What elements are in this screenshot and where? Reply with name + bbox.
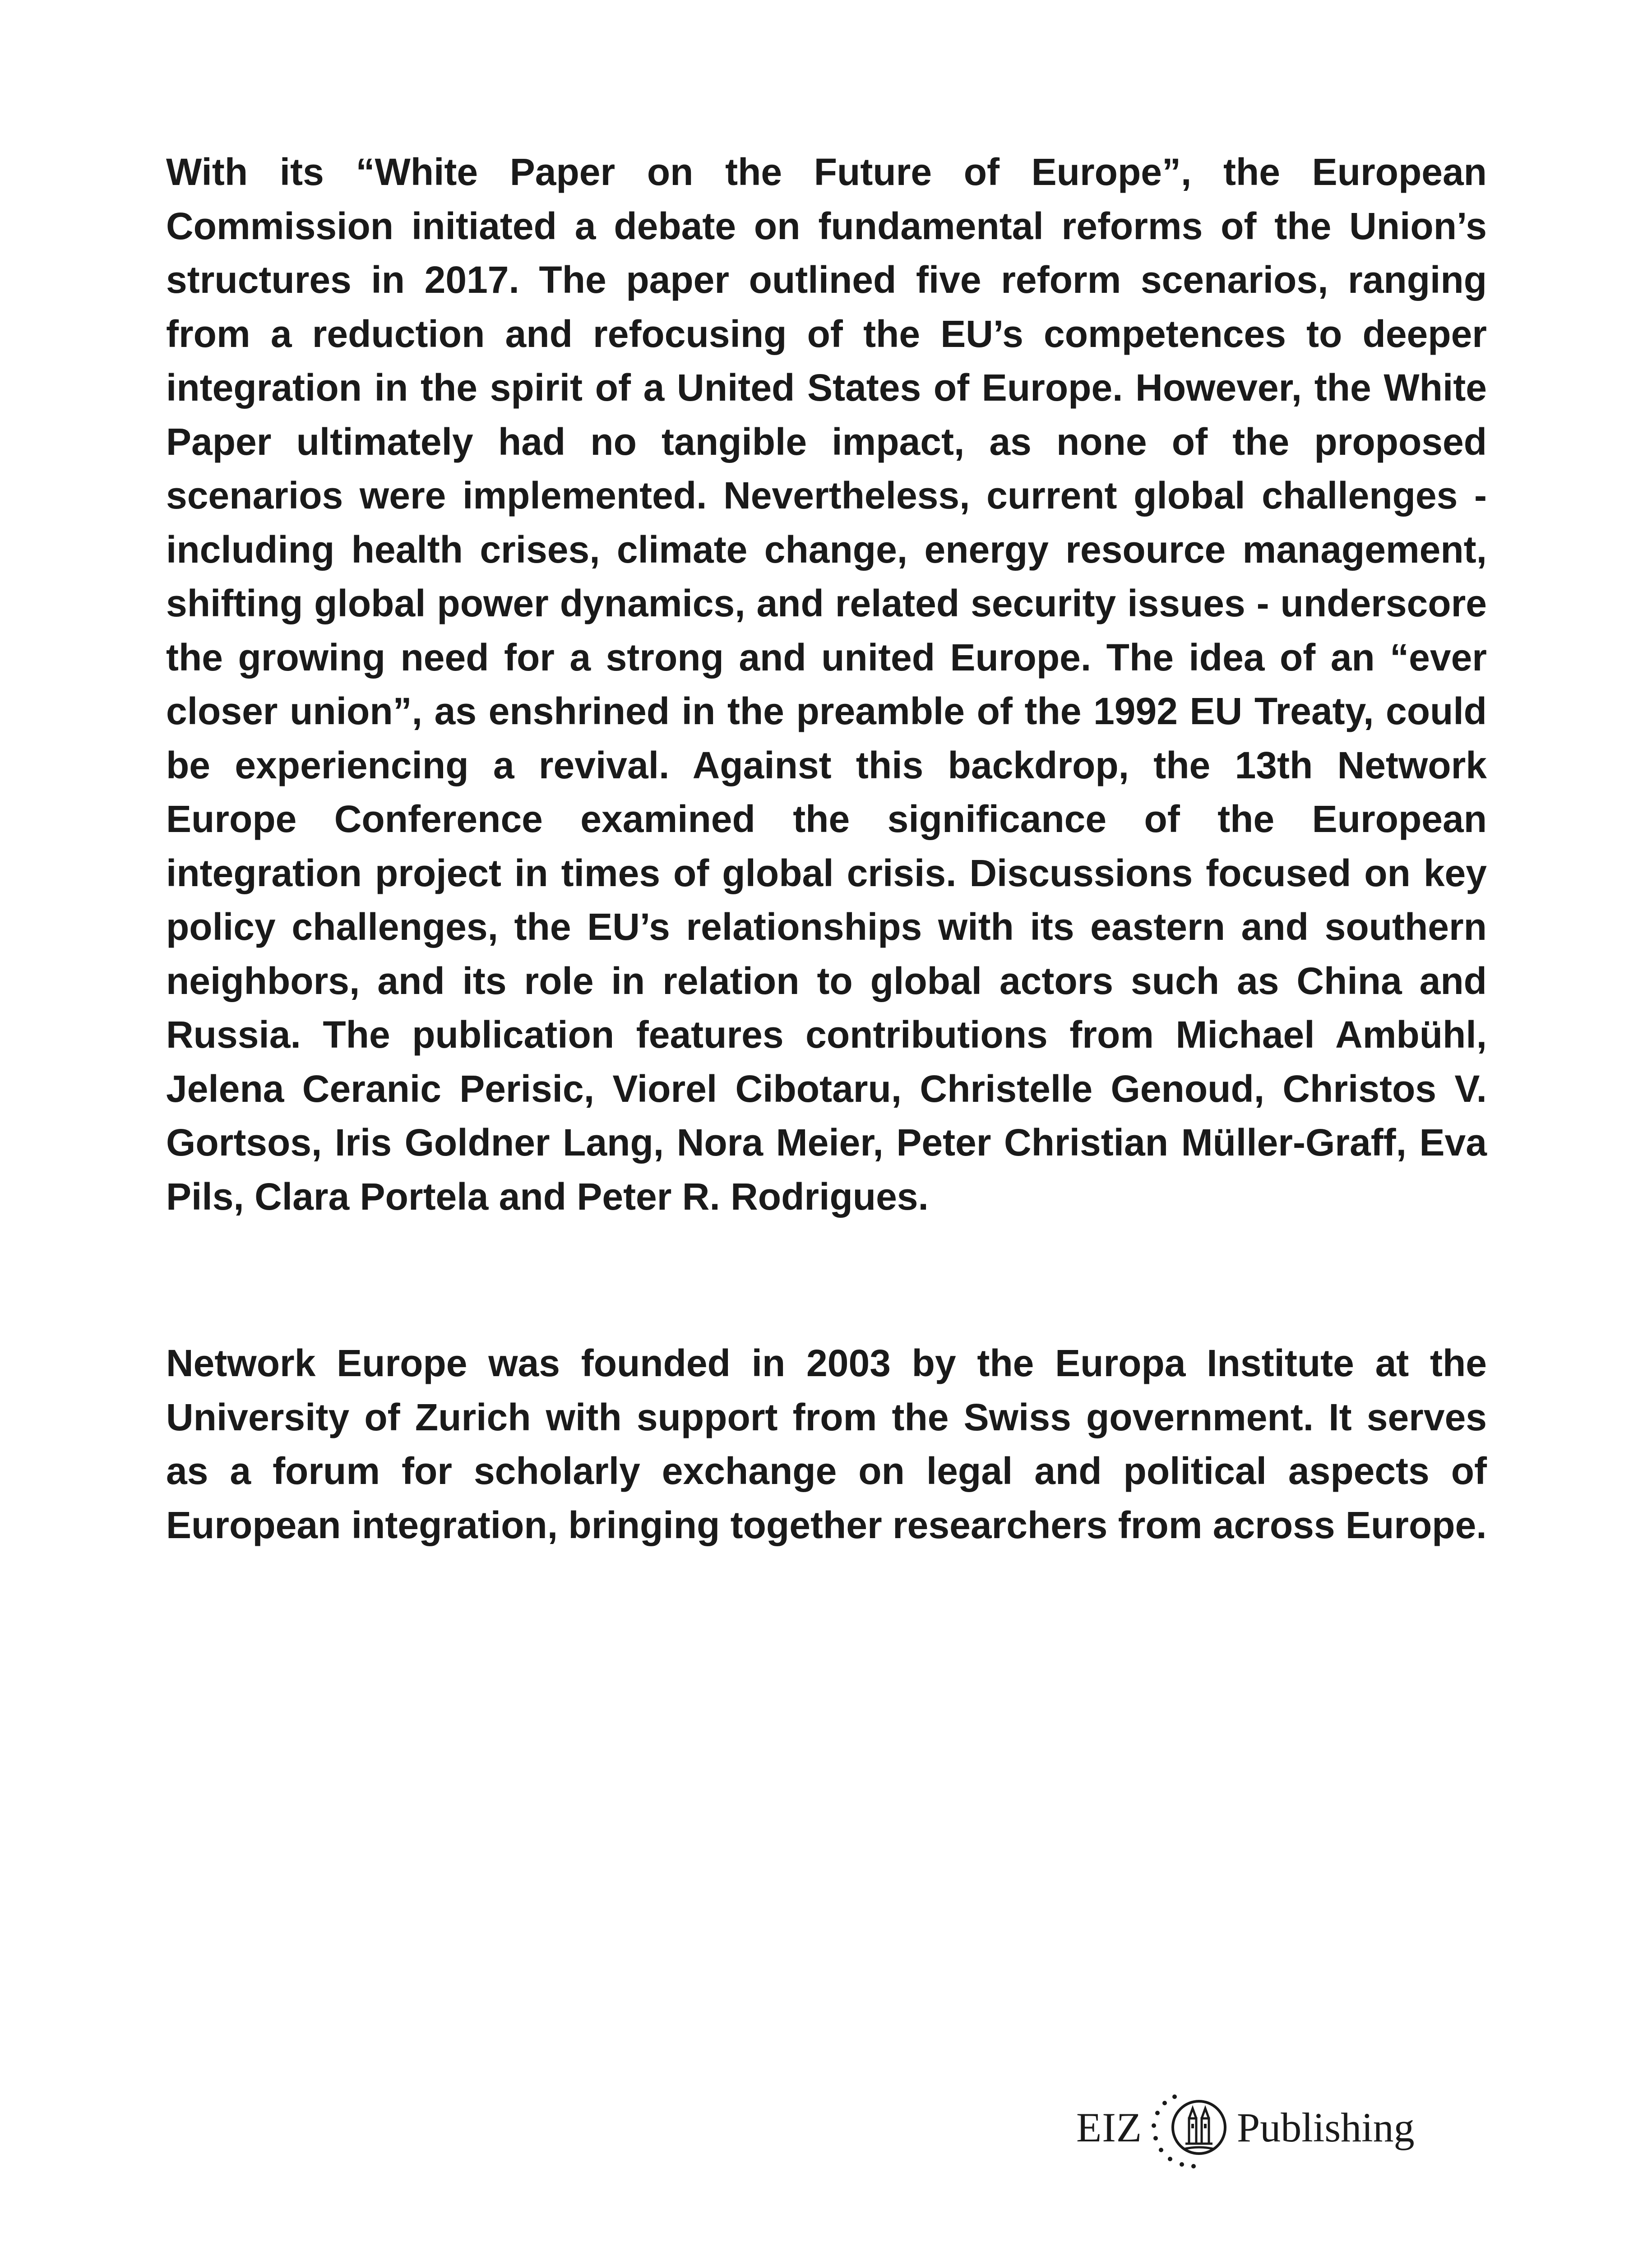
publisher-logo <box>1076 2082 1491 2173</box>
church-towers-star-ring-icon <box>1145 2082 1235 2173</box>
blurb-paragraph-1: With its “White Paper on the Future of Europe”, the European Commission initiated a debate on fundamental reforms of the Union’s structures in 2017. The paper outlined five reform scenarios, ranging from a reduction and refocusing of the EU’s competences to deeper integration in the spirit of a United States of Europe. However, the White Paper ultimately had no tangible impact, as none of the proposed scenarios were implemented. Nevertheless, current global challenges - including health crises, climate change, energy resource management, shifting global power dynamics, and related security issues - underscore the growing need for a strong and united Europe. The idea of an “ever closer union”, as enshrined in the preamble of the 1992 EU Treaty, could be experiencing a revival. Against this backdrop, the 13th Network Europe Conference examined the significance of the European integration project in times of global crisis. Discussions focused on key policy challenges, the EU’s relationships with its eastern and southern neighbors, and its role in relation to global actors such as China and Russia. The publication features contributions from Michael Ambühl, Jelena Ceranic Perisic, Viorel Cibotaru, Christelle Genoud, Christos V. Gortsos, Iris Goldner Lang, Nora Meier, Peter Christian Müller-Graff, Eva Pils, Clara Portela and Peter R. Rodrigues. <box>166 151 1487 1218</box>
logo-prefix: EIZ <box>1076 2104 1143 2150</box>
logo-suffix: Publishing <box>1237 2104 1415 2150</box>
blurb-paragraph-2: Network Europe was founded in 2003 by the Europa Institute at the University of Zurich with support from the Swiss government. It serves as a forum for scholarly exchange on legal and political aspects of European integration, bringing together researchers from across Europe. <box>166 1342 1487 1546</box>
